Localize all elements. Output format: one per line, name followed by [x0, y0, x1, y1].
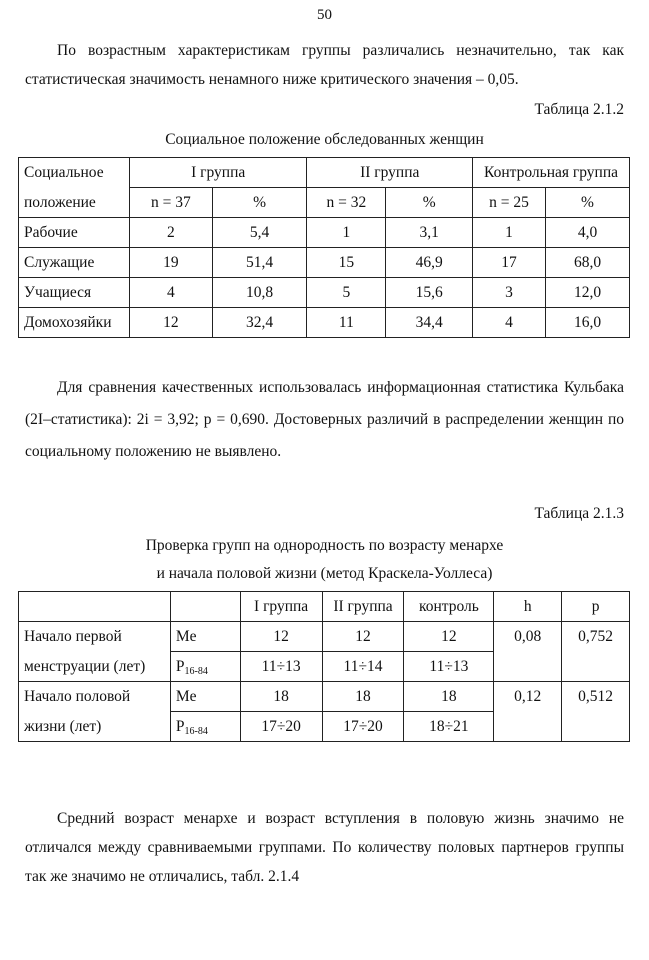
paragraph-3-text: Средний возраст менархе и возраст вступления в половую жизнь значимо не отличался между сравниваемыми группами. По количеству половых партнеров группы так же значимо не отличались, табл. 2.1.4 [25, 810, 624, 885]
table-row [19, 622, 630, 652]
table-cell: 12 [404, 622, 494, 652]
percentile-subscript: 16-84 [184, 726, 208, 737]
p-value: 0,752 [562, 622, 630, 652]
table-row [19, 248, 630, 278]
table-2-label: Таблица 2.1.3 [534, 505, 624, 522]
table-1-title: Социальное положение обследованных женщин [165, 131, 484, 148]
row-label-line-1: Начало первой [19, 622, 171, 652]
header-h: h [494, 592, 562, 622]
table-cell: 10,8 [212, 278, 307, 308]
paragraph-1-text: По возрастным характеристикам группы различались незначительно, так как статистическая значимость ненамного ниже критического значения – 0,05. [25, 42, 624, 88]
empty-cell [562, 652, 630, 682]
row-label: Служащие [19, 248, 130, 278]
table-cell: 46,9 [386, 248, 473, 278]
header-p: p [562, 592, 630, 622]
row-label: Рабочие [19, 218, 130, 248]
table-subheader-row [19, 188, 630, 218]
subheader-cell: % [386, 188, 473, 218]
table-cell: 18 [404, 682, 494, 712]
header-group-2: II группа [322, 592, 404, 622]
paragraph-2-text: Для сравнения качественных использовалась информационная статистика Кульбака (2I–статистика): 2i = 3,92; p = 0,690. Достоверных различий в распределении женщин по социальному положению не выявлено. [25, 379, 624, 460]
table-cell: 17 [473, 248, 546, 278]
empty-cell [562, 712, 630, 742]
menarche-table [18, 591, 630, 742]
table-row [19, 652, 630, 682]
header-empty [19, 592, 171, 622]
table-cell: 51,4 [212, 248, 307, 278]
table-cell: 12 [129, 308, 212, 338]
header-control: контроль [404, 592, 494, 622]
table-cell: 12 [322, 622, 404, 652]
percentile-label [170, 712, 240, 742]
row-label: Домохозяйки [19, 308, 130, 338]
row-label-line-1: Начало половой [19, 682, 171, 712]
subheader-cell: n = 37 [129, 188, 212, 218]
percentile-letter: P [175, 658, 185, 675]
h-value: 0,08 [494, 622, 562, 652]
table-cell: 11÷13 [240, 652, 322, 682]
table-cell: 1 [307, 218, 386, 248]
table-header-row [19, 158, 630, 188]
table-cell: 19 [129, 248, 212, 278]
table-cell: 68,0 [546, 248, 630, 278]
table-cell: 11÷14 [322, 652, 404, 682]
table-cell: 18÷21 [404, 712, 494, 742]
table-1-label: Таблица 2.1.2 [534, 101, 624, 118]
row-label-line-2: жизни (лет) [19, 712, 171, 742]
table-cell: 12,0 [546, 278, 630, 308]
row-label-line-2: менструации (лет) [19, 652, 171, 682]
paragraph-2 [25, 372, 624, 468]
empty-cell [494, 652, 562, 682]
paragraph-1 [25, 37, 624, 94]
header-empty [170, 592, 240, 622]
table-cell: 11÷13 [404, 652, 494, 682]
header-group-1: I группа [240, 592, 322, 622]
table-cell: 17÷20 [240, 712, 322, 742]
table-cell: 3 [473, 278, 546, 308]
social-status-table [18, 157, 630, 338]
table-cell: 4,0 [546, 218, 630, 248]
table-cell: 4 [473, 308, 546, 338]
table-cell: 5,4 [212, 218, 307, 248]
table-row [19, 682, 630, 712]
subheader-cell: n = 32 [307, 188, 386, 218]
percentile-subscript: 16-84 [184, 666, 208, 677]
table-cell: 4 [129, 278, 212, 308]
table-cell: 11 [307, 308, 386, 338]
table-cell: 2 [129, 218, 212, 248]
subheader-cell: % [212, 188, 307, 218]
h-value: 0,12 [494, 682, 562, 712]
table-cell: 15 [307, 248, 386, 278]
table-cell: 34,4 [386, 308, 473, 338]
table-row [19, 218, 630, 248]
p-value: 0,512 [562, 682, 630, 712]
subheader-cell: % [546, 188, 630, 218]
row-label: Учащиеся [19, 278, 130, 308]
table-2-title-line-2: и начала половой жизни (метод Краскела-Уоллеса) [156, 565, 493, 582]
table-row [19, 278, 630, 308]
subheader-cell: n = 25 [473, 188, 546, 218]
table-cell: 1 [473, 218, 546, 248]
table-row [19, 308, 630, 338]
table-cell: 17÷20 [322, 712, 404, 742]
me-label: Me [170, 682, 240, 712]
header-social-status-line1: Социальное [19, 158, 130, 188]
table-cell: 18 [240, 682, 322, 712]
header-group-2: II группа [307, 158, 473, 188]
paragraph-3 [25, 804, 624, 891]
table-2-title-line-1: Проверка групп на однородность по возрасту менархе [145, 537, 504, 554]
table-cell: 32,4 [212, 308, 307, 338]
header-group-1: I группа [129, 158, 307, 188]
percentile-label [170, 652, 240, 682]
header-social-status-line2: положение [19, 188, 130, 218]
empty-cell [494, 712, 562, 742]
page-number: 50 [317, 7, 332, 23]
table-cell: 12 [240, 622, 322, 652]
me-label: Me [170, 622, 240, 652]
percentile-letter: P [175, 718, 185, 735]
table-header-row [19, 592, 630, 622]
table-cell: 18 [322, 682, 404, 712]
table-cell: 15,6 [386, 278, 473, 308]
table-row [19, 712, 630, 742]
table-cell: 3,1 [386, 218, 473, 248]
header-group-control: Контрольная группа [473, 158, 630, 188]
table-cell: 16,0 [546, 308, 630, 338]
table-cell: 5 [307, 278, 386, 308]
